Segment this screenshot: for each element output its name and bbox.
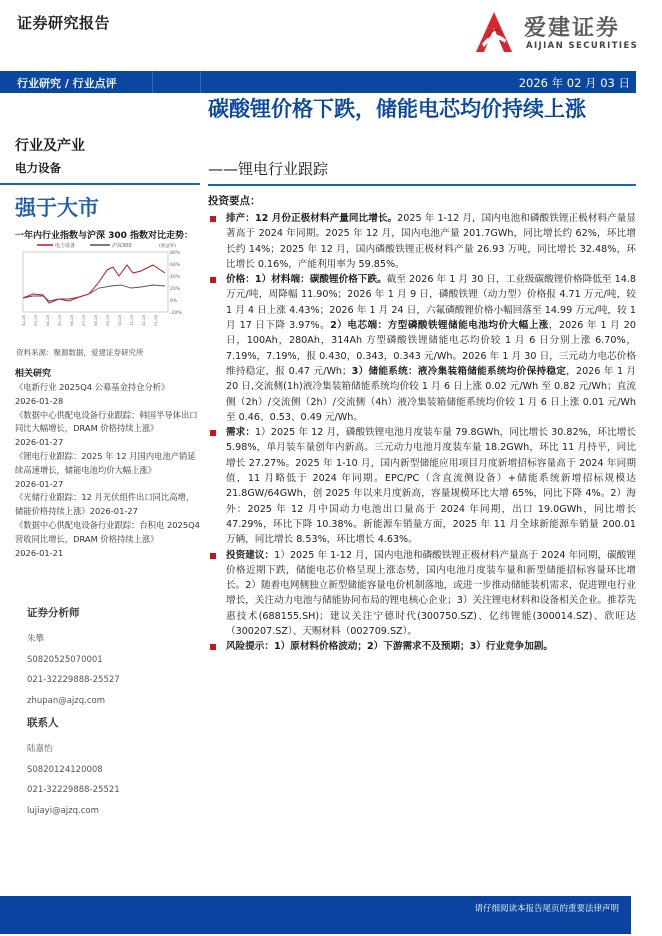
- bullet-lead: 投资建议：: [226, 549, 275, 561]
- footer-bar: [0, 896, 631, 934]
- related-item-date: 2026-01-28: [15, 395, 64, 406]
- series-industry-line: [23, 265, 165, 303]
- category-bar: [0, 71, 636, 93]
- analyst-info: [27, 605, 187, 821]
- bullet-lead: 风险提示：1）原材料价格波动；2）下游需求不及预期；3）行业竞争加剧。: [226, 641, 554, 653]
- svg-text:03-25: 03-25: [33, 314, 38, 326]
- svg-text:09-25: 09-25: [105, 314, 110, 326]
- bullet-square-icon: [210, 216, 216, 222]
- analyst-name: 朱攀: [27, 634, 45, 644]
- divider: [208, 184, 636, 186]
- bullet-recommendation: [208, 548, 636, 640]
- plot-area: [23, 252, 168, 312]
- index-comparison-chart: [15, 240, 190, 330]
- bullet-body: 1）2025 年 1-12 月，国内电池和磷酸铁锂正极材料产量高于 2024 年同期，碳酸锂价格近期下跌，储能电芯价格呈现上涨态势，国内电池月度装车量和新型储能招标容量环比增长。2）随着电网侧独立新型储能容量电价机制落地，或进一步推动储能装机需求，促进锂电行业增长，关注动力电池与储能协同布局的锂电核心企业；3）关注锂电材料和设备相关企业。推荐先惠技术(688155.SH)；建议关注宁德时代(300750.SZ)、亿纬锂能(300014.SZ)、欣旺达（300207.SZ）、天赐材料（002709.SZ）。: [226, 549, 637, 638]
- y-axis-ticks: [170, 250, 182, 316]
- contact-heading: 联系人: [27, 717, 59, 729]
- svg-text:20%: 20%: [170, 287, 181, 292]
- bullet-lead: 3）储能系统：液冷集装箱储能系统均价保持稳定: [351, 365, 567, 377]
- bullet-square-icon: [210, 430, 216, 436]
- svg-text:-20%: -20%: [170, 311, 182, 316]
- logo-english-name: AIJIAN SECURITIES: [526, 41, 639, 51]
- x-axis-ticks: [21, 314, 158, 326]
- analyst-heading: 证券分析师: [27, 607, 80, 619]
- bullet-body: 1）2025 年 12 月，磷酸铁锂电池月度装车量 79.8GWh，同比增长 30.82%，环比增长 5.98%，单月装车量创年内新高。三元动力电池月度装车量 18.2GWh，环比 11 月持平，同比增长 27.27%。2025 年 1-10 月，国内新型储能应用项目月度新增招标容量高于 2024 年同期值，11 月略低于 2024 年同期。EPC/PC（含直流侧设备）+储能系统新增招标规模达 21.8GW/64GWh，创 2025 年以来月度新高，容量规模环比大增 65%，同比下降 4%。2）海外：2025 年 12 月中国动力电池出口量高于 2024 年同期，出口 19.0GWh，同比增长 47.29%，环比下降 10.38%。新能源车销量方面，2025 年 11 月全球新能源车销量 200.01 万辆，同比增长 8.53%，环比增长 4.63%。: [226, 427, 637, 546]
- bullet-square-icon: [210, 644, 216, 650]
- industry-label: 行业及产业: [15, 138, 85, 154]
- aijian-a-logo-icon: [472, 10, 516, 54]
- bullet-body: 2025 年 1-12 月，国内电池和磷酸铁锂正极材料产量显著高于 2024 年同期。2025 年 12 月，国内电池产量 201.7GWh，同比增长约 62%，环比增长约 14%；2025 年 12 月，国内磷酸铁锂正极材料产量 26.93 万吨，同比增长 32.48%，环比增长 0.16%，产能利用率为 59.85%。: [226, 213, 636, 270]
- contact-phone: 021-32229888-25521: [27, 785, 120, 795]
- bullet-body: ，2026 年 1 月 20 日,交流侧(1h)液冷集装箱储能系统均价较 1 月 6 日上涨 0.02 元/Wh 至 0.82 元/Wh；直流侧（2h）/交流侧（2h）/交流侧（4h）液冷集装箱储能系统均价较 1 月 6 日上涨 0.01 元/Wh 至 0.46、0.53、0.49 元/Wh。: [226, 365, 636, 423]
- bullet-price: [208, 272, 636, 425]
- logo-chinese-name: 爱建证券: [524, 16, 621, 41]
- svg-text:06-25: 06-25: [69, 314, 74, 326]
- bullet-square-icon: [210, 277, 216, 283]
- contact-name: 陆嘉怡: [27, 744, 53, 754]
- related-research: [15, 366, 201, 560]
- svg-text:12-25: 12-25: [141, 314, 146, 326]
- report-type-label: 证券研究报告: [17, 14, 111, 32]
- contact-license: S0820124120008: [27, 764, 103, 775]
- svg-text:10-25: 10-25: [117, 314, 122, 326]
- bullet-body: ，2026 年 1 月 20 日，100Ah，280Ah，314Ah 方型磷酸铁锂储能电芯均价较 1 月 6 日分别上涨 6.70%，7.19%，7.19%，报 0.430，0.343，0.343 元/Wh。2026 年 1 月 30 日，三元动力电芯价格维持稳定，报 0.47 元/Wh；: [226, 320, 636, 377]
- svg-text:0%: 0%: [170, 299, 178, 304]
- section-heading: 投资要点：: [208, 195, 261, 207]
- related-item-title[interactable]: 《电新行业 2025Q4 公募基金持仓分析》: [15, 382, 170, 392]
- svg-text:04-25: 04-25: [45, 314, 50, 326]
- report-title: 碳酸锂价格下跌，储能电芯均价持续上涨: [208, 97, 586, 121]
- svg-text:01-26: 01-26: [153, 314, 158, 326]
- related-item-title-text: 《光储行业跟踪：12 月光伏组件出口同比高增，储能价格持续上涨》: [15, 492, 195, 517]
- chart-source: 资料来源：聚源数据，爱建证券研究所: [16, 348, 144, 357]
- sector-label: 电力设备: [15, 161, 61, 175]
- bullet-lead: 排产：12 月份正极材料产量同比增长。: [226, 213, 398, 224]
- bar-divider: [200, 71, 201, 93]
- analyst-license: S0820525070001: [27, 654, 103, 665]
- bullet-body: 截至 2026 年 1 月 30 日，工业级碳酸锂价格降低至 14.8 万元/吨，周降幅 11.90%；2026 年 1 月 9 日，磷酸铁锂（动力型）价格报 4.71 万元/吨，较 1 月 4 日上涨 4.43%；2026 年 1 月 24 日，六氟磷酸锂价格小幅回落至 14.99 万元/吨，较 1 月 17 日下降 3.97%。: [226, 274, 636, 332]
- bullet-production: [208, 211, 636, 272]
- legend-label-hs300: 沪深300: [112, 243, 132, 249]
- svg-text:05-25: 05-25: [57, 314, 62, 326]
- svg-text:02-25: 02-25: [21, 314, 26, 326]
- company-logo: [472, 10, 657, 56]
- svg-text:11-25: 11-25: [129, 314, 134, 326]
- legend-label-industry: 电力设备: [55, 243, 76, 249]
- related-item-title[interactable]: 《锂电行业跟踪：2025 年 12 月国内电池产销延续高速增长，储能电池均价大幅上涨》: [15, 450, 196, 475]
- chart-title: 一年内行业指数与沪深 300 指数对比走势：: [15, 231, 194, 241]
- analyst-phone: 021-32229888-25527: [27, 675, 120, 685]
- bar-divider: [152, 71, 153, 93]
- related-item-date: 2026-01-27: [89, 506, 138, 517]
- bullet-square-icon: [210, 553, 216, 559]
- bullet-lead: 需求：: [226, 427, 255, 439]
- related-item-title[interactable]: [15, 491, 201, 519]
- legal-disclaimer-link[interactable]: 请仔细阅读本报告尾页的重要法律声明: [474, 904, 619, 914]
- contact-email[interactable]: lujiayi@ajzq.com: [27, 805, 99, 816]
- related-item-title[interactable]: 《数据中心供配电设备行业跟踪：台积电 2025Q4 营收同比增长，DRAM 价格持续上涨》: [15, 519, 200, 544]
- related-item-date: 2026-01-27: [15, 437, 64, 448]
- svg-text:40%: 40%: [170, 275, 181, 280]
- report-date: 2026 年 02 月 03 日: [518, 76, 630, 90]
- investment-highlights: [208, 193, 636, 655]
- bullet-lead: 价格：1）材料端：碳酸锂价格下跌。: [226, 274, 387, 286]
- svg-text:60%: 60%: [170, 263, 181, 268]
- svg-text:07-25: 07-25: [81, 314, 86, 326]
- related-item-date: 2026-01-27: [15, 478, 64, 489]
- svg-text:80%: 80%: [170, 251, 181, 256]
- svg-text:08-25: 08-25: [93, 314, 98, 326]
- analyst-email[interactable]: zhupan@ajzq.com: [27, 695, 106, 706]
- related-item-title[interactable]: 《数据中心供配电设备行业跟踪：韩国半导体出口同比大幅增长，DRAM 价格持续上涨》: [15, 409, 198, 434]
- related-item-date: 2026-01-21: [15, 547, 64, 558]
- related-heading: 相关研究: [15, 369, 52, 379]
- bullet-demand: [208, 425, 636, 547]
- bullet-risk: [208, 639, 636, 654]
- bullet-lead: 2）电芯端：方型磷酸铁锂储能电池均价大幅上涨: [330, 320, 549, 332]
- divider: [0, 183, 200, 185]
- breadcrumb: 行业研究 / 行业点评: [17, 77, 117, 90]
- report-subtitle: ——锂电行业跟踪: [208, 160, 329, 178]
- legend-unit: (收益率): [159, 244, 177, 249]
- rating-badge: 强于大市: [15, 196, 99, 220]
